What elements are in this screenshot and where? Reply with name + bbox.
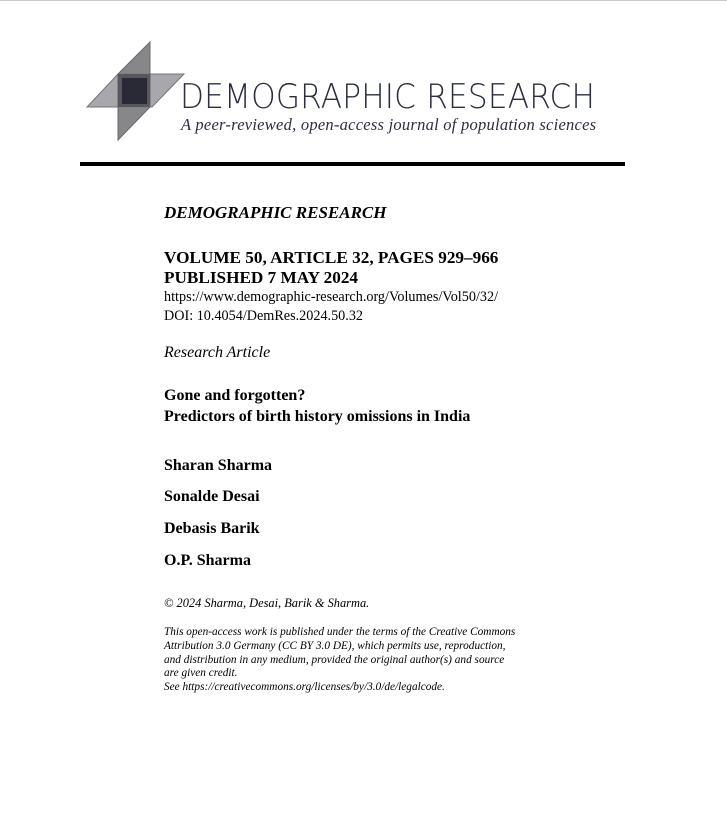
article-type: Research Article: [164, 344, 271, 361]
author-name: Debasis Barik: [164, 520, 260, 537]
article-title-line-2: Predictors of birth history omissions in India: [164, 408, 471, 425]
author-name: O.P. Sharma: [164, 552, 251, 569]
article-url-link[interactable]: [164, 288, 498, 306]
license-statement: [164, 626, 515, 695]
demographic-research-logo-icon: [84, 40, 186, 142]
article-doi[interactable]: DOI: 10.4054/DemRes.2024.50.32: [164, 308, 364, 324]
license-line: and distribution in any medium, provided the original author(s) and source: [164, 653, 505, 666]
license-line: This open-access work is published under the terms of the Creative Commons: [164, 626, 516, 638]
header-divider: [80, 162, 625, 166]
journal-tagline: A peer-reviewed, open-access journal of population sciences: [181, 115, 597, 134]
license-line: are given credit.: [164, 667, 238, 680]
publication-date: PUBLISHED 7 MAY 2024: [164, 268, 359, 287]
journal-name: DEMOGRAPHIC RESEARCH: [164, 203, 387, 222]
author-name: Sonalde Desai: [164, 488, 260, 505]
author-name: Sharan Sharma: [164, 457, 273, 474]
license-line: Attribution 3.0 Germany (CC BY 3.0 DE), which permits use, reproduction,: [164, 639, 506, 652]
license-link-line[interactable]: See https://creativecommons.org/licenses/by/3.0/de/legalcode.: [164, 681, 445, 694]
copyright-notice: © 2024 Sharma, Desai, Barik & Sharma.: [164, 596, 370, 610]
article-url-text[interactable]: https://www.demographic-research.org/Volumes/Vol50/32/: [164, 289, 499, 305]
page-top-border: [0, 0, 727, 1]
article-title-line-1: Gone and forgotten?: [164, 387, 306, 404]
journal-wordmark: DEMOGRAPHIC RESEARCH: [180, 77, 596, 116]
volume-article-pages: VOLUME 50, ARTICLE 32, PAGES 929–966: [164, 248, 499, 267]
